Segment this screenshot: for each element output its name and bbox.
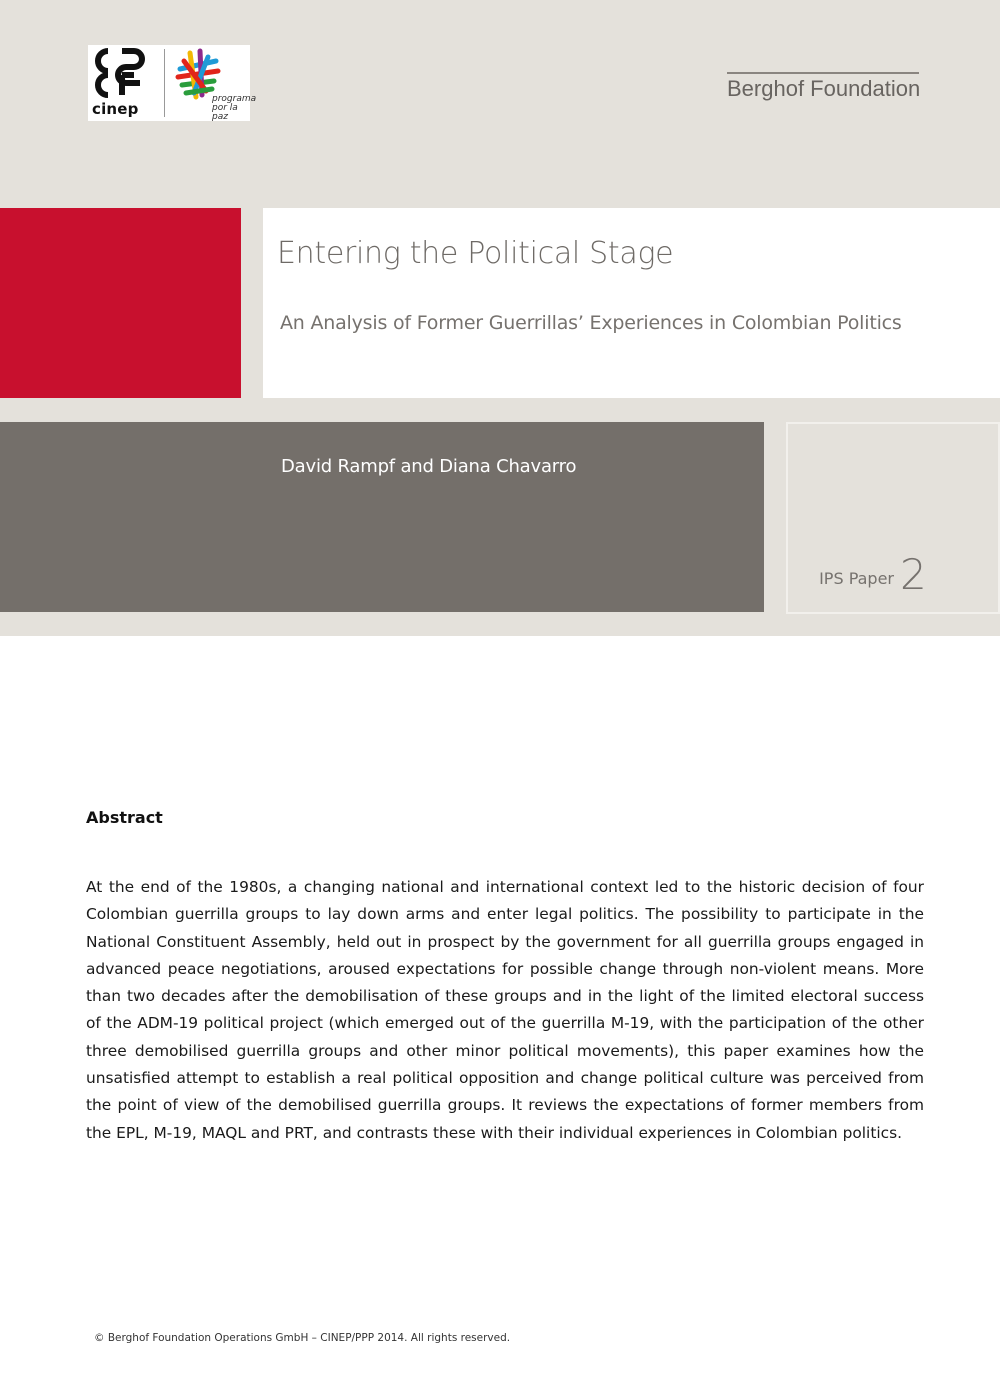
series-label: IPS Paper xyxy=(819,569,894,588)
programa-por-la-paz-wordmark: programa por la paz xyxy=(212,94,257,122)
abstract-body: At the end of the 1980s, a changing national and international context led to the historic decision of four Colombian guerrilla groups to lay down arms and enter legal politics. The possibility to participate in the National Constituent Assembly, held out in prospect by the government for all guerrilla groups engaged in advanced peace negotiations, aroused expectations for possible change through non-violent means. More than two decades after the demobilisation of these groups and in the light of the limited electoral success of the ADM-19 political project (which emerged out of the guerrilla M-19, with the participation of the other three demobilised guerrilla groups and other minor political movements), this paper examines how the unsatisfied attempt to establish a real political opposition and change political culture was perceived from the point of view of the demobilised guerrilla groups. It reviews the expectations of former members from the EPL, M-19, MAQL and PRT, and contrasts these with their individual experiences in Colombian politics. xyxy=(86,878,924,1142)
logo-divider xyxy=(164,49,165,117)
title-panel xyxy=(263,208,1000,398)
berghof-rule xyxy=(727,72,919,74)
series-panel xyxy=(786,422,1000,614)
cover-header-band xyxy=(0,0,1000,636)
document-authors: David Rampf and Diana Chavarro xyxy=(281,456,577,477)
document-title: Entering the Political Stage xyxy=(277,236,674,271)
author-panel xyxy=(0,422,764,612)
red-accent-block xyxy=(0,208,241,398)
abstract-heading: Abstract xyxy=(86,808,163,827)
document-subtitle: An Analysis of Former Guerrillas’ Experiences in Colombian Politics xyxy=(280,312,902,334)
copyright-notice: © Berghof Foundation Operations GmbH – CINEP/PPP 2014. All rights reserved. xyxy=(94,1332,511,1344)
series-number: 2 xyxy=(900,550,927,599)
berghof-foundation-logo: Berghof Foundation xyxy=(727,76,921,101)
partner-logos xyxy=(88,45,257,122)
cinep-wordmark: cinep xyxy=(92,100,139,118)
